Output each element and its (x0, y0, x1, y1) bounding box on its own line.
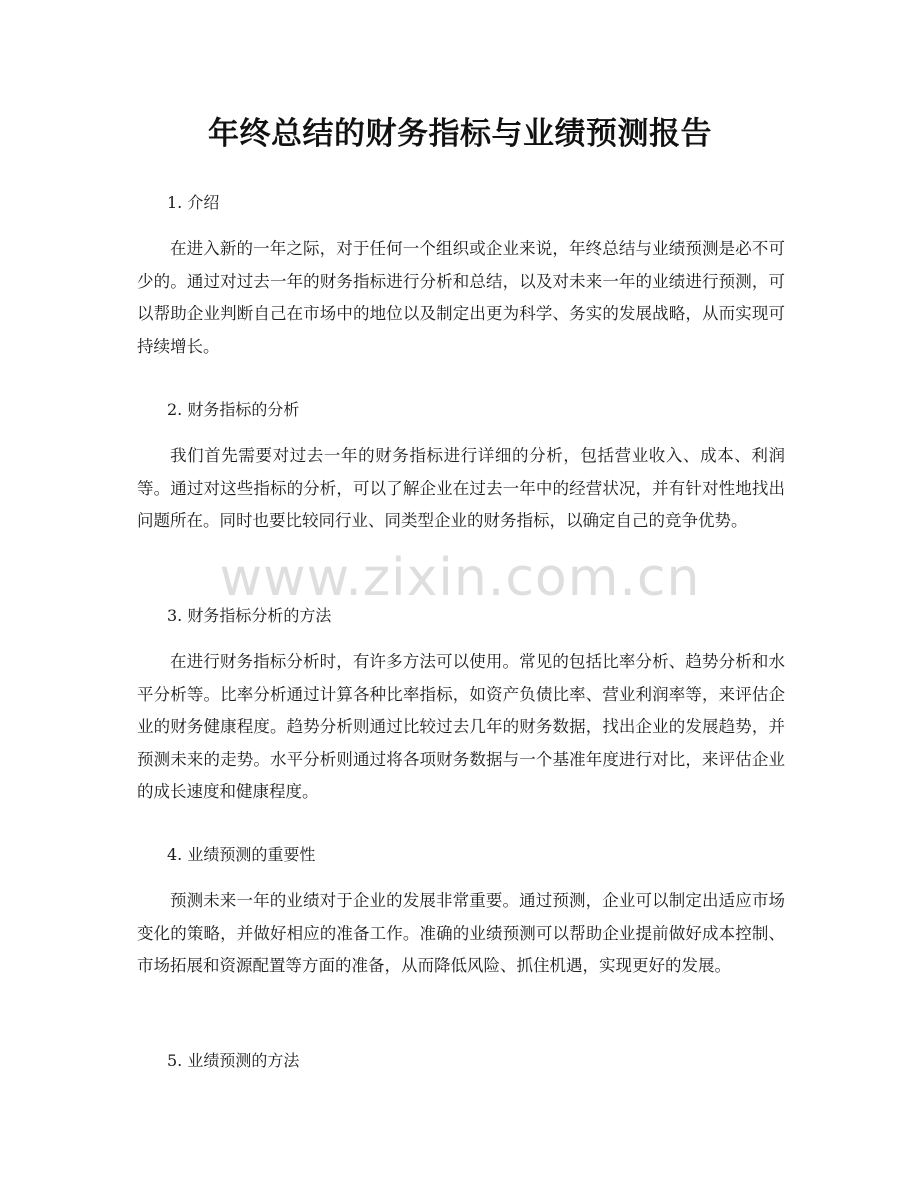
section-body-analysis: 我们首先需要对过去一年的财务指标进行详细的分析，包括营业收入、成本、利润等。通过对这些指标的分析，可以了解企业在过去一年中的经营状况，并有针对性地找出问题所在。同时也要比较同行业、同类型企业的财务指标，以确定自己的竞争优势。 (137, 446, 785, 530)
section-heading-methods: 3. 财务指标分析的方法 (167, 606, 332, 625)
section-heading-forecast-methods: 5. 业绩预测的方法 (167, 1051, 300, 1070)
section-heading-analysis: 2. 财务指标的分析 (167, 400, 300, 419)
section-body-importance: 预测未来一年的业绩对于企业的发展非常重要。通过预测，企业可以制定出适应市场变化的策略，并做好相应的准备工作。准确的业绩预测可以帮助企业提前做好成本控制、市场拓展和资源配置等方面的准备，从而降低风险、抓住机遇，实现更好的发展。 (137, 891, 785, 975)
document-title: 年终总结的财务指标与业绩预测报告 (208, 116, 712, 152)
site-watermark: www.zixin.com.cn (219, 548, 701, 608)
section-body-intro: 在进入新的一年之际，对于任何一个组织或企业来说，年终总结与业绩预测是必不可少的。通过对过去一年的财务指标进行分析和总结，以及对未来一年的业绩进行预测，可以帮助企业判断自己在市场中的地位以及制定出更为科学、务实的发展战略，从而实现可持续增长。 (137, 239, 785, 356)
section-body-methods: 在进行财务指标分析时，有许多方法可以使用。常见的包括比率分析、趋势分析和水平分析等。比率分析通过计算各种比率指标，如资产负债比率、营业利润率等，来评估企业的财务健康程度。趋势分析则通过比较过去几年的财务数据，找出企业的发展趋势，并预测未来的走势。水平分析则通过将各项财务数据与一个基准年度进行对比，来评估企业的成长速度和健康程度。 (137, 652, 785, 801)
section-heading-importance: 4. 业绩预测的重要性 (167, 845, 316, 864)
section-heading-intro: 1. 介绍 (167, 193, 220, 212)
